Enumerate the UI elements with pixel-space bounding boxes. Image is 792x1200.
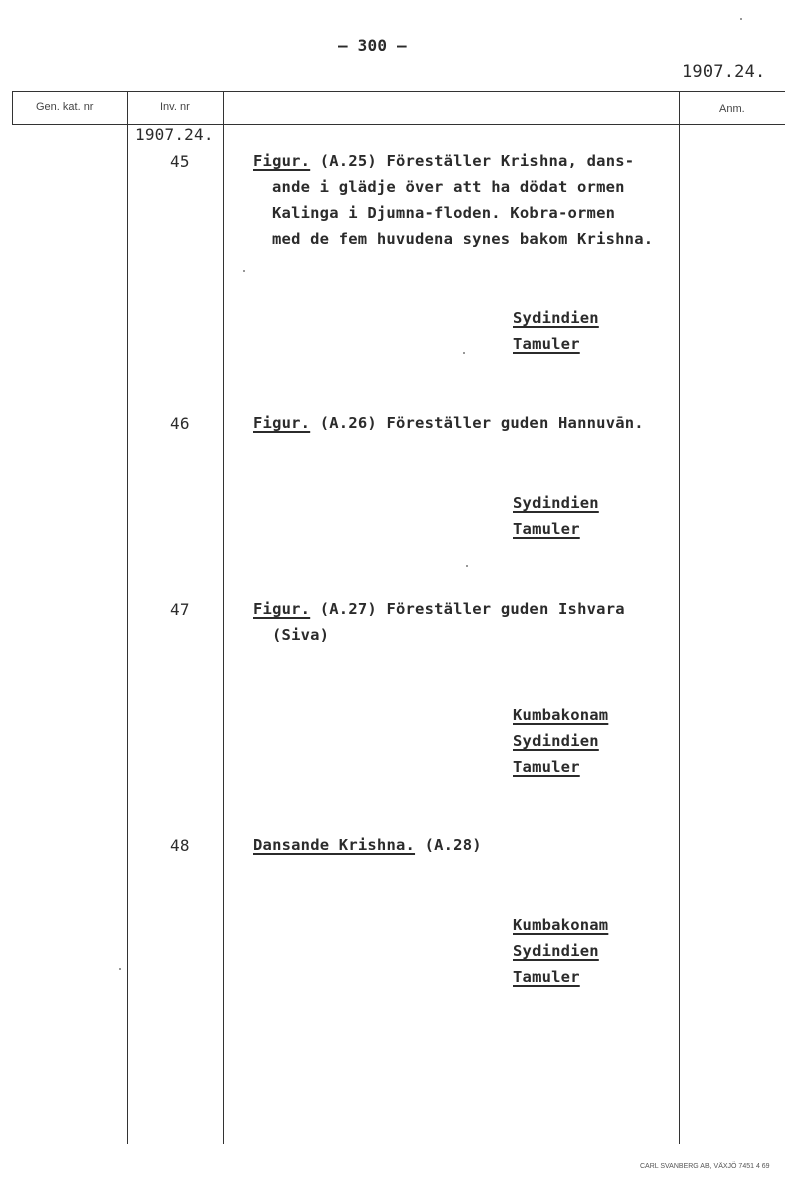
column-divider-2 — [223, 91, 224, 1144]
scan-speck — [740, 18, 742, 20]
entry-45-line-4: med de fem huvudena synes bakom Krishna. — [272, 230, 654, 248]
entry-48-place-1: Kumbakonam — [513, 916, 609, 934]
scan-speck — [466, 565, 468, 567]
entry-45-line-3: Kalinga i Djumna-floden. Kobra-ormen — [272, 204, 616, 222]
entry-48-kind: Dansande Krishna. — [253, 836, 416, 854]
inv-nr-45: 45 — [170, 152, 190, 171]
entry-48-place-2: Sydindien — [513, 942, 599, 960]
column-divider-left-edge — [12, 91, 13, 125]
scan-speck — [243, 270, 245, 272]
printer-imprint: CARL SVANBERG AB, VÄXJÖ 7451 4 69 — [640, 1163, 770, 1170]
entry-45-place-2: Tamuler — [513, 335, 580, 353]
inv-nr-47: 47 — [170, 600, 190, 619]
entry-46-place-1: Sydindien — [513, 494, 599, 512]
entry-47-place-3: Tamuler — [513, 758, 580, 776]
entry-46-text — [253, 414, 644, 432]
column-divider-1 — [127, 91, 128, 1144]
entry-47-line-1: (A.27) Föreställer guden Ishvara — [310, 600, 625, 618]
header-gen-kat-nr: Gen. kat. nr — [36, 101, 94, 113]
entry-46-line-1: (A.26) Föreställer guden Hannuvān. — [310, 414, 644, 432]
entry-47-line-2: (Siva) — [272, 626, 330, 644]
entry-48-place-3: Tamuler — [513, 968, 580, 986]
entry-47-kind: Figur. — [253, 600, 311, 618]
entry-45-kind: Figur. — [253, 152, 311, 170]
entry-47-text — [253, 600, 625, 618]
top-right-reference: 1907.24. — [682, 62, 766, 82]
entry-46-place-2: Tamuler — [513, 520, 580, 538]
entry-46-kind: Figur. — [253, 414, 311, 432]
column-divider-3 — [679, 91, 680, 1144]
entry-45-place-1: Sydindien — [513, 309, 599, 327]
entry-47-place-2: Sydindien — [513, 732, 599, 750]
inv-nr-46: 46 — [170, 414, 190, 433]
entry-47-place-1: Kumbakonam — [513, 706, 609, 724]
entry-45-text — [253, 152, 634, 170]
scan-speck — [463, 352, 465, 354]
entry-48-text — [253, 836, 482, 854]
entry-45-line-2: ande i glädje över att ha dödat ormen — [272, 178, 625, 196]
scan-speck — [119, 968, 121, 970]
page-number: – 300 – — [338, 36, 407, 55]
series-label: 1907.24. — [135, 125, 214, 144]
header-anm: Anm. — [719, 103, 745, 115]
entry-48-line-1: (A.28) — [415, 836, 482, 854]
entry-45-line-1: (A.25) Föreställer Krishna, dans- — [310, 152, 635, 170]
header-inv-nr: Inv. nr — [160, 101, 190, 113]
inv-nr-48: 48 — [170, 836, 190, 855]
